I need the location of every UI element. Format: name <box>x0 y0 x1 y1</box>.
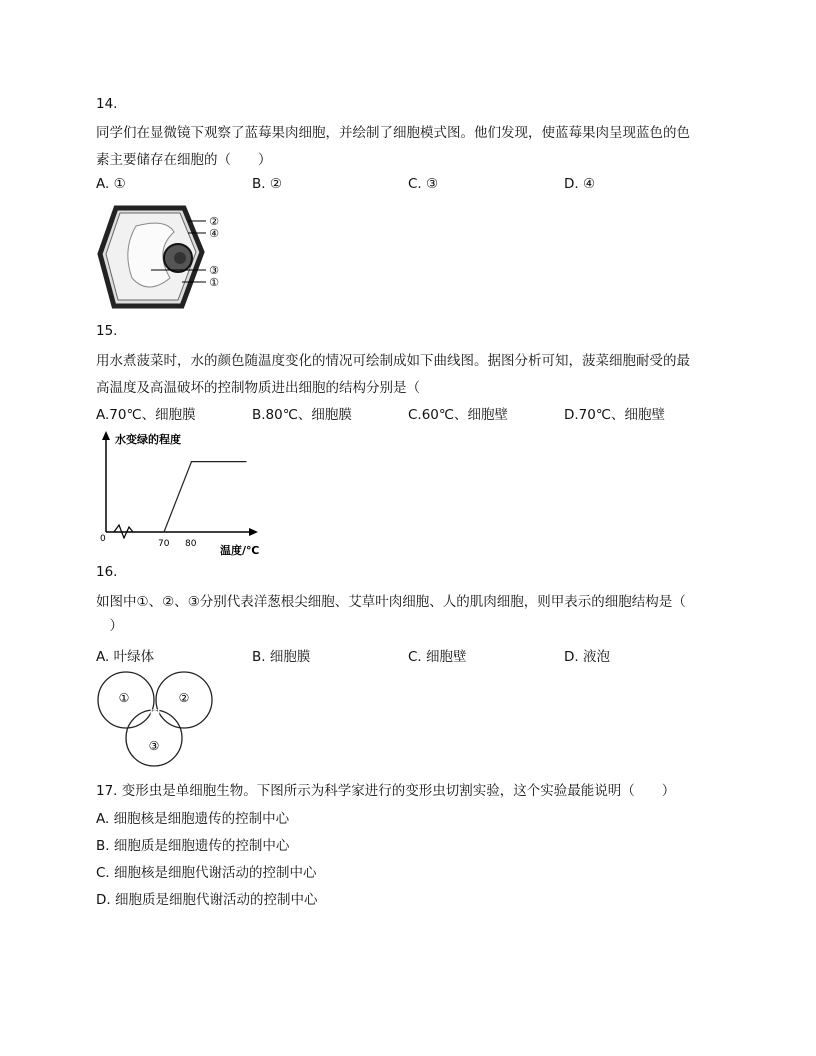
q17-option-c: C. 细胞核是细胞代谢活动的控制中心 <box>96 865 317 881</box>
x-axis-label: 温度/℃ <box>220 544 260 557</box>
venn-label-1: ① <box>118 691 130 705</box>
cell-diagram <box>96 200 236 312</box>
venn-diagram <box>96 670 216 770</box>
y-axis-arrow <box>102 431 110 440</box>
q17-option-d: D. 细胞质是细胞代谢活动的控制中心 <box>96 892 318 908</box>
q15-number: 15. <box>96 323 118 339</box>
q15-option-c: C.60℃、细胞壁 <box>408 407 509 423</box>
q14-option-b: B. ② <box>252 176 282 192</box>
q17-stem: 17. 变形虫是单细胞生物。下图所示为科学家进行的变形虫切割实验，这个实验最能说明（ ） <box>96 783 676 799</box>
q16-number: 16. <box>96 564 118 580</box>
x-tick-80: 80 <box>185 539 197 549</box>
venn-label-2: ② <box>178 691 190 705</box>
x-tick-70: 70 <box>158 539 170 549</box>
q16-stem-line2: ） <box>96 618 123 634</box>
q14-option-a: A. ① <box>96 176 126 192</box>
temperature-chart <box>96 428 266 558</box>
q14-stem-line2: 素主要储存在细胞的（ ） <box>96 152 272 168</box>
q15-stem-line2: 高温度及高温破坏的控制物质进出细胞的结构分别是（ <box>96 380 420 396</box>
venn-label-3: ③ <box>148 739 160 753</box>
q14-option-d: D. ④ <box>564 176 596 192</box>
cell-label-4: ④ <box>209 227 219 240</box>
venn-label-jia: 甲 <box>149 708 161 721</box>
cell-label-1: ① <box>209 276 219 289</box>
cell-label-2: ② <box>209 215 219 228</box>
series-line <box>164 462 247 532</box>
q14-option-c: C. ③ <box>408 176 439 192</box>
x-axis-arrow <box>249 528 258 536</box>
q17-option-a: A. 细胞核是细胞遗传的控制中心 <box>96 811 290 827</box>
cell-label-3: ③ <box>209 264 219 277</box>
q15-option-b: B.80℃、细胞膜 <box>252 407 352 423</box>
q15-option-a: A.70℃、细胞膜 <box>96 407 196 423</box>
y-axis-label: 水变绿的程度 <box>115 433 181 446</box>
x-tick-0: 0 <box>100 534 106 544</box>
q17-option-b: B. 细胞质是细胞遗传的控制中心 <box>96 838 290 854</box>
q14-stem-line1: 同学们在显微镜下观察了蓝莓果肉细胞，并绘制了细胞模式图。他们发现，使蓝莓果肉呈现蓝色的色 <box>96 125 690 141</box>
q16-option-c: C. 细胞壁 <box>408 649 467 665</box>
q15-option-d: D.70℃、细胞壁 <box>564 407 666 423</box>
q16-option-b: B. 细胞膜 <box>252 649 311 665</box>
q16-option-a: A. 叶绿体 <box>96 649 155 665</box>
q14-number: 14. <box>96 96 118 112</box>
q15-stem-line1: 用水煮菠菜时，水的颜色随温度变化的情况可绘制成如下曲线图。据图分析可知，菠菜细胞耐受的最 <box>96 353 690 369</box>
q16-option-d: D. 液泡 <box>564 649 610 665</box>
q16-stem-line1: 如图中①、②、③分别代表洋葱根尖细胞、艾草叶肉细胞、人的肌肉细胞，则甲表示的细胞结构是（ <box>96 594 686 610</box>
